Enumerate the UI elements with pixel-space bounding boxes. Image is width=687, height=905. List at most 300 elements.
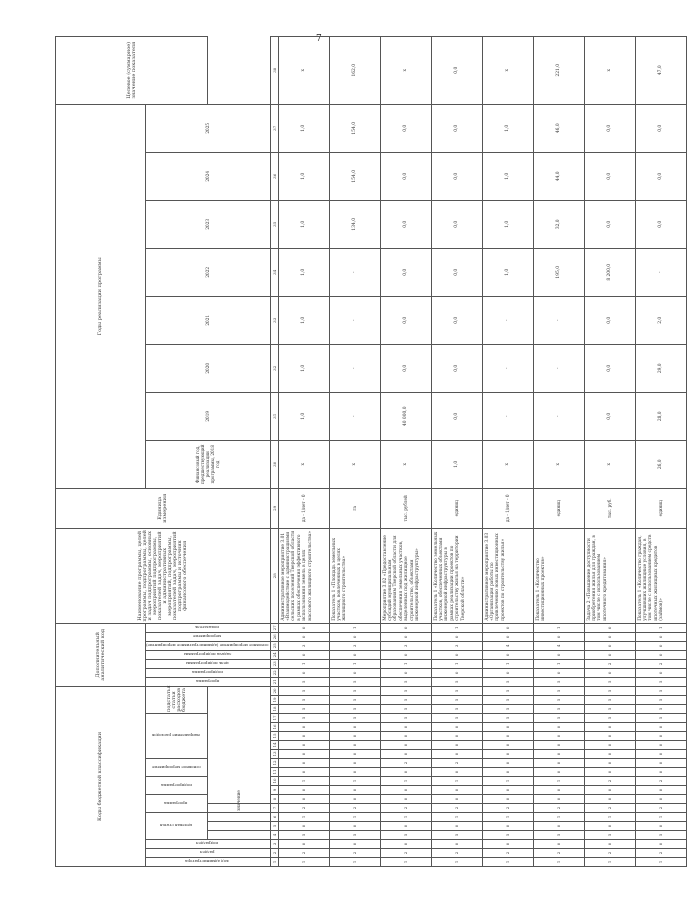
code-cell: 5 <box>533 705 584 714</box>
unit-cell: единиц <box>533 488 584 528</box>
column-index-cell: 14 <box>271 742 277 748</box>
code-cell: 0 <box>482 750 533 759</box>
code-cell: 5 <box>482 714 533 723</box>
code-cell: 2 <box>584 777 635 786</box>
column-index-cell: 37 <box>270 104 278 152</box>
code-cell: 5 <box>533 831 584 840</box>
code-cell: 0 <box>329 732 380 741</box>
value-cell: х <box>584 36 635 104</box>
code-cell: 5 <box>584 696 635 705</box>
code-section-header: раздел <box>146 849 271 858</box>
code-cell: 1 <box>329 813 380 822</box>
code-target-article-header: целевая статья <box>146 813 208 840</box>
unit-column-header: Единица измерения <box>56 488 271 528</box>
code-cell: 5 <box>584 714 635 723</box>
code-cell: 0 <box>584 668 635 677</box>
code-cell: 1 <box>533 623 584 632</box>
code-cell: 1 <box>278 858 329 867</box>
column-index-cell: 34 <box>270 248 278 296</box>
code-cell: 5 <box>431 677 482 686</box>
code-cell: 5 <box>635 831 686 840</box>
code-program-header: программа <box>146 795 208 813</box>
value-cell: 0,0 <box>380 248 431 296</box>
column-index-cell: 7 <box>270 804 278 813</box>
value-cell: 44,0 <box>533 152 584 200</box>
code-cell: 2 <box>533 804 584 813</box>
code-cell: 0 <box>584 723 635 732</box>
code-cell: 5 <box>584 686 635 695</box>
code-cell: 0 <box>482 840 533 849</box>
value-cell: х <box>584 440 635 488</box>
code-cell: 0 <box>278 768 329 777</box>
code-cell: 0 <box>584 840 635 849</box>
code-cell: 5 <box>584 677 635 686</box>
year-header: 2019 <box>146 392 271 440</box>
code-cell: 0 <box>431 786 482 795</box>
code-cell: 0 <box>482 623 533 632</box>
extra-main-event-header: основное мероприятие (административное мероприятие) <box>146 643 269 649</box>
code-cell: 0 <box>533 786 584 795</box>
code-cell: 5 <box>329 686 380 695</box>
row-name-cell: Показатель 1 «Площадь земельных участков, вовлеченных в целях жилищного строительства» <box>329 528 380 623</box>
column-index-cell: 24 <box>271 652 277 658</box>
code-cell: 1 <box>482 659 533 668</box>
value-cell: 0,0 <box>380 296 431 344</box>
code-cell: 5 <box>482 677 533 686</box>
code-cell: 0 <box>635 822 686 831</box>
column-index-cell: 23 <box>271 661 277 667</box>
code-cell: 5 <box>584 705 635 714</box>
target-value-header: значение <box>208 804 270 813</box>
year-header: 2021 <box>146 296 271 344</box>
row-name-cell: Показатель 1 «Количество инвестиционных проектов» <box>533 528 584 623</box>
code-cell: 0 <box>635 750 686 759</box>
table-row <box>635 36 686 866</box>
value-cell: х <box>278 440 329 488</box>
column-index-cell: 32 <box>270 344 278 392</box>
column-index-cell: 19 <box>271 697 277 703</box>
code-cell: 0 <box>431 732 482 741</box>
codes-group-header: Коды бюджетной классификации <box>56 686 146 866</box>
value-cell: - <box>482 392 533 440</box>
code-cell: 0 <box>329 786 380 795</box>
code-cell: 0 <box>533 795 584 804</box>
code-cell: 5 <box>635 705 686 714</box>
value-cell: 1,0 <box>431 440 482 488</box>
value-cell: 1,0 <box>278 200 329 248</box>
code-cell: 1 <box>584 813 635 822</box>
value-cell: 26,0 <box>635 440 686 488</box>
column-index-cell: 13 <box>271 751 277 757</box>
code-cell: 0 <box>380 786 431 795</box>
code-cell: 0 <box>533 750 584 759</box>
code-cell: 5 <box>635 696 686 705</box>
code-cell: 5 <box>533 677 584 686</box>
row-name-cell: Показатель 1 «Количество граждан, улучшивших жилищные условия, в том числе с использованием средств ипотечных жилищных кредитов (займов)» <box>635 528 686 623</box>
column-index-cell: 31 <box>270 392 278 440</box>
code-cell: 3 <box>431 641 482 650</box>
code-cell: 0 <box>278 723 329 732</box>
code-cell: 0 <box>584 768 635 777</box>
code-cell: 5 <box>380 696 431 705</box>
code-cell: 5 <box>329 677 380 686</box>
year-header: 2024 <box>146 152 271 200</box>
code-cell: 0 <box>278 786 329 795</box>
code-cell: 0 <box>329 840 380 849</box>
code-cell: 0 <box>380 750 431 759</box>
code-cell: 0 <box>431 795 482 804</box>
value-cell: 1,0 <box>278 104 329 152</box>
value-cell: 0,0 <box>584 296 635 344</box>
code-cell: 5 <box>329 831 380 840</box>
value-cell: 154,0 <box>329 104 380 152</box>
value-cell: 1,0 <box>278 344 329 392</box>
code-cell: 5 <box>329 705 380 714</box>
extra-task-header: задача подпрограммы <box>146 650 271 659</box>
value-cell: 0,0 <box>431 200 482 248</box>
code-cell: 0 <box>482 759 533 768</box>
code-cell: 0 <box>278 650 329 659</box>
value-cell: - <box>329 248 380 296</box>
code-cell: 0 <box>584 822 635 831</box>
value-cell: - <box>482 296 533 344</box>
value-cell: 0,0 <box>584 344 635 392</box>
extra-goal-header: цель подпрограммы <box>146 659 271 668</box>
code-cell: 0 <box>380 650 431 659</box>
value-cell: 28,0 <box>635 392 686 440</box>
code-cell: 0 <box>329 795 380 804</box>
code-cell: 2 <box>584 659 635 668</box>
code-cell: 0 <box>482 668 533 677</box>
code-cell: 5 <box>329 696 380 705</box>
column-index-cell: 1 <box>270 858 278 867</box>
value-cell: 0,0 <box>584 200 635 248</box>
table-row <box>329 36 380 866</box>
value-cell: х <box>278 36 329 104</box>
code-cell: 2 <box>635 777 686 786</box>
code-cell: 0 <box>329 632 380 641</box>
code-cell: 1 <box>533 813 584 822</box>
code-cell: 0 <box>482 768 533 777</box>
column-index-cell: 18 <box>271 706 277 712</box>
code-cell: 0 <box>380 623 431 632</box>
value-cell: - <box>533 296 584 344</box>
row-name-cell: Задача 2 «Повышение доступности приобретения жилья для граждан, в том числе с использованием ипотечного кредитования» <box>584 528 635 623</box>
column-index-cell: 38 <box>270 36 278 104</box>
code-cell: 1 <box>533 777 584 786</box>
code-cell: 0 <box>380 732 431 741</box>
column-index-cell: 27 <box>271 625 277 631</box>
code-cell: 1 <box>482 858 533 867</box>
unit-cell: единиц <box>635 488 686 528</box>
value-cell: 1,0 <box>482 200 533 248</box>
extra-code-group-header: Дополнительный аналитический код <box>56 623 146 686</box>
value-cell: 0,0 <box>380 104 431 152</box>
target-group-header: Целевое (суммарное) значение показателя <box>56 36 208 104</box>
code-cell: 5 <box>431 696 482 705</box>
code-cell: 1 <box>380 777 431 786</box>
code-cell: 0 <box>584 623 635 632</box>
code-cell: 5 <box>584 831 635 840</box>
code-cell: 0 <box>278 623 329 632</box>
column-index-cell: 35 <box>270 200 278 248</box>
code-cell: 1 <box>431 623 482 632</box>
code-cell: 0 <box>635 840 686 849</box>
column-index-cell: 4 <box>270 831 278 840</box>
code-cell: 0 <box>533 668 584 677</box>
value-cell: 0,0 <box>635 200 686 248</box>
unit-cell: да - 1/нет - 0 <box>482 488 533 528</box>
code-cell: 2 <box>635 849 686 858</box>
code-cell: 0 <box>329 723 380 732</box>
column-index-cell: 20 <box>270 686 278 695</box>
code-cell: 2 <box>431 804 482 813</box>
column-index-cell: 28 <box>270 528 278 623</box>
code-cell: 0 <box>431 840 482 849</box>
code-cell: 0 <box>380 632 431 641</box>
code-cell: 0 <box>584 786 635 795</box>
code-cell: 2 <box>431 759 482 768</box>
code-cell: 3 <box>380 641 431 650</box>
value-cell: 0,0 <box>431 152 482 200</box>
code-admin-header: код администратора <box>146 858 271 867</box>
code-cell: 0 <box>533 632 584 641</box>
code-cell: 1 <box>431 777 482 786</box>
code-cell: 0 <box>635 668 686 677</box>
code-cell: 5 <box>533 696 584 705</box>
code-cell: 2 <box>329 849 380 858</box>
column-index-cell: 3 <box>270 840 278 849</box>
code-cell: 0 <box>635 641 686 650</box>
code-main-event-header: основное мероприятие <box>146 759 208 777</box>
code-cell: 0 <box>533 840 584 849</box>
code-cell: 0 <box>584 741 635 750</box>
budget-sub-col <box>208 822 270 831</box>
code-cell: 5 <box>380 831 431 840</box>
code-cell: 1 <box>278 777 329 786</box>
code-cell: 2 <box>584 849 635 858</box>
value-cell: 29,0 <box>635 344 686 392</box>
code-cell: 5 <box>482 831 533 840</box>
code-cell: 5 <box>635 677 686 686</box>
code-cell: 1 <box>635 623 686 632</box>
code-direction-header: направление расходов <box>146 714 208 759</box>
code-cell: 1 <box>329 659 380 668</box>
column-index-cell: 36 <box>270 152 278 200</box>
extra-program-header: программа <box>146 677 271 686</box>
value-cell: 32,0 <box>533 200 584 248</box>
table-row <box>278 36 329 866</box>
column-index-cell: 8 <box>270 795 278 804</box>
value-cell: - <box>329 296 380 344</box>
value-cell: 134,0 <box>329 200 380 248</box>
code-cell: 5 <box>482 705 533 714</box>
row-name-cell: Мероприятие 3.02 «Предоставление субсидий муниципальным образованиям Тверской области для обеспечения земельных участков, выделенных под жилищное строительство, объектами инженерной инфраструктуры» <box>380 528 431 623</box>
budget-sub-col <box>208 813 270 822</box>
column-index-cell: 29 <box>270 488 278 528</box>
column-index-cell: 5 <box>270 822 278 831</box>
code-cell: 0 <box>482 650 533 659</box>
value-cell: - <box>329 344 380 392</box>
value-cell: х <box>482 440 533 488</box>
code-cell: 5 <box>278 696 329 705</box>
code-cell: 1 <box>329 858 380 867</box>
name-column-header: Наименование программы, целей программы, подпрограммы, целей и задач подпрограммы, основных мероприятий подпрограммы, показателей задач, мероприятий и административных мероприятий, подпрограммы, показателей задач, мероприятий подпрограммы и источник финансового обеспечения <box>56 528 271 623</box>
unit-cell: единиц <box>431 488 482 528</box>
column-index-cell: 12 <box>271 760 277 766</box>
code-cell: 0 <box>533 650 584 659</box>
code-cell: 5 <box>533 714 584 723</box>
code-subsection-header: подраздел <box>146 840 271 849</box>
code-cell: 0 <box>584 759 635 768</box>
code-cell: 0 <box>584 650 635 659</box>
value-cell: 0,0 <box>431 36 482 104</box>
code-cell: 2 <box>482 849 533 858</box>
value-cell: 2,0 <box>635 296 686 344</box>
value-cell: - <box>533 344 584 392</box>
code-cell: 4 <box>482 641 533 650</box>
row-name-cell: Административное мероприятие 3.01 «Взаимодействие с администрациями сельских поселений Тверской области в рамках обеспечения эффективного использования земель в целях массового жилищного строительства» <box>278 528 329 623</box>
code-cell: 0 <box>278 750 329 759</box>
table-row <box>482 36 533 866</box>
code-cell: 0 <box>431 822 482 831</box>
code-cell: 0 <box>431 750 482 759</box>
code-cell: 1 <box>380 659 431 668</box>
code-cell: 0 <box>482 822 533 831</box>
code-cell: 0 <box>482 741 533 750</box>
code-cell: 5 <box>380 714 431 723</box>
code-cell: 2 <box>278 849 329 858</box>
code-cell: 1 <box>329 623 380 632</box>
code-cell: 0 <box>329 750 380 759</box>
code-cell: 5 <box>278 831 329 840</box>
code-cell: 0 <box>482 632 533 641</box>
row-name-cell: Административное мероприятие 3.03 «Организация работы по привлечению новых инвестиционных проектов по строительству жилья» <box>482 528 533 623</box>
value-cell: 221,0 <box>533 36 584 104</box>
code-cell: 0 <box>431 668 482 677</box>
code-cell: 0 <box>635 650 686 659</box>
value-cell: 0,0 <box>584 152 635 200</box>
value-cell: х <box>380 36 431 104</box>
value-cell: 1,0 <box>278 248 329 296</box>
value-cell: х <box>380 440 431 488</box>
code-cell: 5 <box>482 696 533 705</box>
code-cell: 0 <box>584 641 635 650</box>
value-cell: 0,0 <box>431 344 482 392</box>
code-cell: 0 <box>380 822 431 831</box>
unit-cell: да - 1/нет - 0 <box>278 488 329 528</box>
value-cell: 0,0 <box>380 200 431 248</box>
code-cell: 1 <box>482 777 533 786</box>
code-cell: 0 <box>329 822 380 831</box>
code-cell: 0 <box>278 741 329 750</box>
code-cell: 5 <box>380 686 431 695</box>
code-cell: 0 <box>431 768 482 777</box>
unit-cell: тыс. рублей <box>380 488 431 528</box>
value-cell: 1,0 <box>278 392 329 440</box>
code-cell: 5 <box>278 714 329 723</box>
code-cell: 5 <box>380 677 431 686</box>
code-cell: 0 <box>329 768 380 777</box>
value-cell: 1,0 <box>482 248 533 296</box>
code-cell: 0 <box>431 650 482 659</box>
code-cell: 1 <box>635 858 686 867</box>
code-cell: 5 <box>278 686 329 695</box>
column-index-cell: 26 <box>271 634 277 640</box>
code-cell: 0 <box>533 732 584 741</box>
program-table-sheet <box>55 37 665 867</box>
code-cell: 0 <box>584 732 635 741</box>
value-cell: 0,0 <box>431 248 482 296</box>
year-header: 2025 <box>146 104 271 152</box>
value-cell: 0,0 <box>431 104 482 152</box>
code-cell: 5 <box>431 831 482 840</box>
code-cell: 0 <box>482 786 533 795</box>
table-row <box>431 36 482 866</box>
code-cell: 2 <box>278 804 329 813</box>
column-index-cell: 15 <box>271 733 277 739</box>
program-table <box>55 36 687 867</box>
value-cell: х <box>482 36 533 104</box>
code-cell: 3 <box>278 641 329 650</box>
code-cell: 1 <box>533 659 584 668</box>
code-cell: 0 <box>431 632 482 641</box>
code-cell: 5 <box>635 686 686 695</box>
code-cell: 2 <box>329 804 380 813</box>
value-cell: 154,0 <box>329 152 380 200</box>
code-cell: 1 <box>482 813 533 822</box>
code-cell: 1 <box>431 659 482 668</box>
code-cell: 2 <box>533 849 584 858</box>
code-cell: 0 <box>329 668 380 677</box>
code-cell: 5 <box>635 714 686 723</box>
code-cell: 5 <box>431 705 482 714</box>
column-index-cell: 22 <box>271 670 277 676</box>
code-cell: 0 <box>533 822 584 831</box>
code-cell: 0 <box>431 723 482 732</box>
code-cell: 0 <box>635 741 686 750</box>
code-cell: 0 <box>482 795 533 804</box>
value-cell: - <box>635 248 686 296</box>
code-cell: 0 <box>635 632 686 641</box>
budget-sub-col <box>208 831 270 840</box>
extra-subprogram-header: подпрограмма <box>146 668 271 677</box>
code-cell: 5 <box>482 686 533 695</box>
code-cell: 1 <box>584 858 635 867</box>
value-cell: - <box>482 344 533 392</box>
code-cell: 0 <box>635 768 686 777</box>
value-cell: - <box>533 392 584 440</box>
code-cell: 0 <box>482 732 533 741</box>
code-cell: 2 <box>380 804 431 813</box>
code-cell: 0 <box>584 795 635 804</box>
code-cell: 5 <box>329 714 380 723</box>
code-cell: 0 <box>635 759 686 768</box>
code-cell: 0 <box>533 759 584 768</box>
column-index-cell: 17 <box>271 715 277 721</box>
code-cell: 0 <box>533 723 584 732</box>
value-cell: 0,0 <box>380 152 431 200</box>
value-cell: 0,0 <box>380 344 431 392</box>
code-cell: 2 <box>584 804 635 813</box>
code-cell: 2 <box>431 849 482 858</box>
value-cell: 0,0 <box>635 152 686 200</box>
unit-cell: га <box>329 488 380 528</box>
code-cell: 0 <box>584 632 635 641</box>
extra-indicator-header: показатель <box>146 623 271 632</box>
code-cell: 2 <box>635 659 686 668</box>
unit-cell: тыс. руб. <box>584 488 635 528</box>
